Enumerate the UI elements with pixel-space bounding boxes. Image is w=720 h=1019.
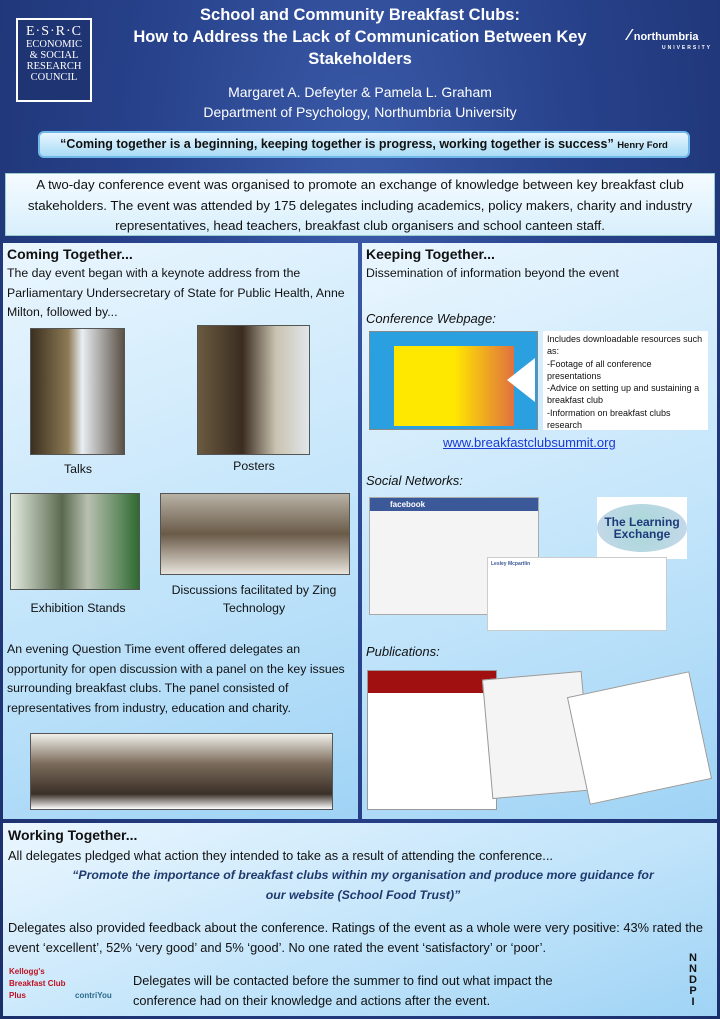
- followup-text: Delegates will be contacted before the summer to find out what impact the conference had on their knowledge and actions after the event.: [133, 973, 553, 1008]
- webpage-label: Conference Webpage:: [366, 311, 496, 326]
- northumbria-logo: ⁄ northumbria UNIVERSITY: [628, 27, 712, 51]
- title-line: School and Community Breakfast Clubs:: [200, 6, 520, 24]
- kelloggs-logo: [9, 966, 124, 1010]
- facebook-logo: facebook: [370, 498, 538, 511]
- title-line: Stakeholders: [308, 50, 412, 68]
- talks-photo: [30, 328, 125, 455]
- section-heading: Keeping Together...: [366, 246, 495, 262]
- section-text: All delegates pledged what action they intended to take as a result of attending the conference...: [8, 848, 553, 863]
- poster-title: [90, 4, 630, 70]
- exhibition-caption: Exhibition Stands: [30, 601, 126, 615]
- keeping-together-panel: [362, 243, 717, 819]
- contribyou-text: contriYou: [75, 991, 112, 1000]
- resource-item: -Advice on setting up and sustaining a breakfast club: [547, 383, 700, 406]
- resource-item: -Information on breakfast clubs research: [547, 407, 671, 431]
- quote-banner: [38, 131, 690, 158]
- feedback-text: Delegates also provided feedback about the conference. Ratings of the event as a whole were very positive: 43% rated the event ‘excellent’, 52% ‘very good’ and 5% ‘good’. No one rated the event ‘satisfactory’ or ‘poor’.: [8, 920, 704, 955]
- resource-item: -Footage of all conference presentations: [547, 358, 652, 381]
- working-together-panel: [3, 823, 717, 1016]
- section-heading: Coming Together...: [7, 246, 133, 262]
- coming-together-panel: [3, 243, 358, 819]
- title-line: How to Address the Lack of Communication Between Key: [133, 28, 587, 46]
- esrc-logo: E·S·R·C ECONOMIC & SOCIAL RESEARCH COUNCIL: [16, 18, 92, 102]
- quote-author: Henry Ford: [617, 140, 668, 151]
- intro-box: A two-day conference event was organised to promote an exchange of knowledge between key breakfast club stakeholders. The event was attended by 175 delegates including academics, policy makers, charity and industry representatives, head teachers, breakfast club organisers and school canteen staff.: [5, 173, 715, 236]
- department: Department of Psychology, Northumbria University: [203, 104, 517, 120]
- pledge-quote: “Promote the importance of breakfast clubs within my organisation and produce more guidance for our website (School Food Trust)”: [72, 868, 654, 902]
- section-text: Dissemination of information beyond the event: [366, 266, 619, 280]
- section-text: The day event began with a keynote address from the Parliamentary Undersecretary of State for Public Health, Anne Milton, followed by...: [7, 266, 345, 319]
- discussions-photo: [160, 493, 350, 575]
- arrow-icon: [507, 358, 535, 402]
- learning-exchange-logo: The Learning Exchange: [597, 497, 687, 559]
- quote-text: “Coming together is a beginning, keeping together is progress, working together is success”: [60, 137, 614, 151]
- resources-box: [543, 331, 708, 430]
- comment-author: Lesley Mcpartlin: [491, 561, 531, 567]
- authors: Margaret A. Defeyter & Pamela L. Graham: [228, 84, 492, 100]
- evening-text: An evening Question Time event offered delegates an opportunity for open discussion with a panel on the key issues surrounding breakfast clubs. The panel consisted of representatives from industry, education and charity.: [7, 642, 345, 715]
- journal-clipping: [567, 671, 712, 805]
- exhibition-photo: [10, 493, 140, 590]
- nndpi-logo: NNDPI: [689, 952, 697, 1008]
- discussions-caption: Discussions facilitated by Zing Technology: [171, 583, 337, 615]
- resource-item: Includes downloadable resources such as:: [547, 334, 703, 357]
- talks-caption: Talks: [63, 462, 93, 476]
- posters-caption: Posters: [233, 459, 275, 473]
- website-link[interactable]: www.breakfastclubsummit.org: [443, 435, 616, 450]
- kelloggs-text: Kellogg's Breakfast Club Plus: [9, 967, 66, 1000]
- posters-photo: [197, 325, 310, 455]
- social-label: Social Networks:: [366, 473, 463, 488]
- publications-label: Publications:: [366, 644, 440, 659]
- facebook-comment: [487, 557, 667, 631]
- section-heading: Working Together...: [8, 827, 138, 843]
- bbc-news-clipping: [367, 670, 497, 810]
- question-time-photo: [30, 733, 333, 810]
